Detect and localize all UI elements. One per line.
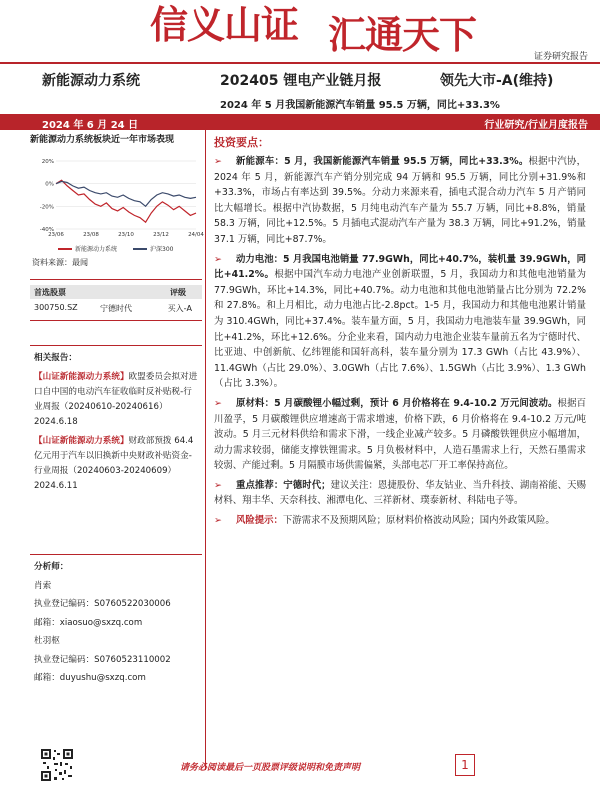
- chart-title: 新能源动力系统板块近一年市场表现: [30, 135, 175, 145]
- related-reports: [34, 351, 200, 494]
- stock-code: 300750.SZ: [34, 303, 78, 312]
- y-tick-label: 20%: [41, 159, 54, 165]
- chart-source: 资料来源：最闻: [32, 258, 88, 267]
- analysts: [34, 558, 200, 688]
- series-line: [56, 180, 196, 222]
- highlight-paragraph: [214, 396, 586, 474]
- analyst-cert: 执业登记编码：S0760523110002: [34, 654, 171, 665]
- table-row: [30, 302, 202, 316]
- highlight-paragraph: [214, 252, 586, 392]
- performance-chart: [30, 148, 204, 272]
- divider: [30, 345, 202, 346]
- highlight-lead: 新能源车：5 月，我国新能源汽车销量 95.5 万辆，同比+33.3%。: [236, 156, 529, 167]
- divider: [30, 320, 202, 321]
- qr-code-icon: [40, 748, 74, 782]
- bullet-arrow-icon: ➢: [214, 479, 222, 491]
- sector-rating: 领先大市-A(维持): [440, 73, 554, 89]
- highlight-lead: 风险提示：: [236, 515, 283, 527]
- stock-rating: 买入-A: [167, 304, 192, 313]
- highlight-paragraph: [214, 513, 586, 529]
- bullet-arrow-icon: ➢: [214, 397, 222, 409]
- disclaimer-note: 请务必阅读最后一页股票评级说明和免责声明: [180, 763, 361, 773]
- highlight-text: 下游需求不及预期风险；原材料价格波动风险；国内外政策风险。: [282, 515, 555, 527]
- x-tick-label: 23/06: [48, 232, 64, 238]
- y-tick-label: -20%: [39, 204, 54, 211]
- report-subtitle: 2024 年 5 月我国新能源汽车销量 95.5 万辆，同比+33.3%: [220, 100, 500, 111]
- bullet-arrow-icon: ➢: [214, 253, 222, 265]
- highlight-text: 建议关注：恩捷股份、华友钴业、当升科技、湖南裕能、天赐材料、翔丰华、天奈科技、湘潭电化、三祥新材、璞泰新材、科陆电子等。: [214, 479, 586, 507]
- bullet-arrow-icon: ➢: [214, 156, 222, 167]
- highlight-paragraph: [214, 478, 586, 509]
- column-divider: [205, 130, 206, 770]
- divider: [30, 279, 202, 280]
- x-tick-label: 23/10: [118, 232, 134, 238]
- report-title: 202405 锂电产业链月报: [220, 73, 382, 89]
- x-tick-label: 23/12: [153, 232, 169, 238]
- related-title: 相关报告：: [34, 353, 77, 363]
- investment-highlights: [214, 134, 586, 529]
- highlight-text: 根据中国汽车动力电池产业创新联盟，5 月，我国动力和其他电池销量为 77.9GWh，环比+14.3%，同比+40.7%。动力电池和其他电池销量占比分别为 72.2%和 27.8%。和上月相比，动力电池占比-2.8pct。1-5 月，我国动力和其他电池累计销量为 310.4GWh，同比+37.4%。装车量方面，5 月，我国动力电池装车量 39.9GWh，同比+41.2%，环比+12.6%。分企业来看，国内动力电池企业装车量前五名为宁德时代、比亚迪、中创新航、亿纬锂能和国轩高科，装车量分别为 17.3 GWh（占比 43.9%）、11.4GWh（占比 29.0%）、3.0GWh（占比 7.6%）、1.5GWh（占比 3.9%）、1.3 GWh（占比 3.3%）。: [214, 269, 586, 390]
- related-text: 财政部预拨 64.4 亿元用于汽车以旧换新中央财政补贴资金-行业周报（20240603-20240609）: [34, 436, 194, 476]
- related-item[interactable]: [34, 370, 200, 415]
- related-text: 欧盟委员会拟对进口自中国的电动汽车征收临时反补贴税-行业周报（20240610-20240616）: [34, 372, 198, 412]
- analyst-name: 肖索: [34, 580, 52, 591]
- sector-name: 新能源动力系统: [42, 73, 140, 89]
- rating-table-header: [30, 285, 202, 299]
- highlights-heading: 投资要点：: [214, 136, 269, 149]
- analyst-cert: 执业登记编码：S0760522030006: [34, 599, 171, 609]
- x-tick-label: 24/04: [188, 232, 204, 238]
- highlight-lead: 动力电池：5 月我国电池销量 77.9GWh，同比+40.7%，装机量 39.9GWh，同比+41.2%。: [214, 253, 586, 281]
- analyst-email[interactable]: 邮箱：xiaosuo@sxzq.com: [34, 617, 143, 628]
- page-number: 1: [455, 754, 475, 776]
- report-date: 2024 年 6 月 24 日: [42, 120, 139, 131]
- company-logo: [150, 0, 480, 57]
- related-tag: 【山证新能源动力系统】: [34, 372, 129, 382]
- highlights-list: [214, 154, 586, 529]
- x-tick-label: 23/08: [83, 232, 99, 238]
- left-sidebar: [30, 130, 204, 683]
- divider: [30, 554, 202, 555]
- highlight-lead: 重点推荐：宁德时代；: [236, 479, 331, 491]
- stock-name: 宁德时代: [100, 304, 132, 313]
- analyst-email[interactable]: 邮箱：duyushu@sxzq.com: [34, 673, 146, 683]
- related-date: 2024.6.18: [34, 417, 78, 427]
- y-tick-label: 0%: [45, 181, 54, 188]
- legend-label: 沪深300: [150, 246, 174, 253]
- title-row: [0, 70, 600, 88]
- related-date: 2024.6.11: [34, 481, 78, 491]
- report-category: 行业研究/行业月度报告: [484, 120, 588, 131]
- bullet-arrow-icon: ➢: [214, 515, 222, 527]
- related-item[interactable]: [34, 434, 200, 479]
- related-tag: 【山证新能源动力系统】: [34, 436, 129, 446]
- rating-header-rating: 评级: [170, 288, 186, 297]
- y-tick-label: -40%: [39, 227, 54, 233]
- legend-label: 新能源动力系统: [75, 246, 118, 253]
- highlight-lead: 原材料：5 月碳酸锂小幅过剩，预计 6 月价格将在 9.4-10.2 万元间波动。: [236, 397, 558, 409]
- research-label: 证券研究报告: [533, 52, 588, 62]
- date-bar: [0, 114, 600, 130]
- analyst-name: 杜羽枢: [34, 636, 60, 646]
- highlight-text: 根据中汽协，2024 年 5 月，新能源汽车产销分别完成 94 万辆和 95.5 万辆，同比分别+31.9%和+33.3%，市场占有率达到 39.5%。分动力来源来看，插电式混合动力汽车 5 月产销同比大幅增长。根据中汽协数据，5 月纯电动汽车产量为 55.7 万辆，同比+8.8%，销量 58.3 万辆，同比+12.5%。5 月插电式混动汽车产量为 38.3 万辆，同比+91.2%，销量 37.1 万辆，同比+87.7%。: [214, 156, 586, 245]
- logo-text-right: 汇通天下: [328, 12, 477, 57]
- analysts-title: 分析师：: [34, 562, 69, 572]
- logo-text-left: 信义山证: [150, 2, 299, 47]
- highlight-paragraph: [214, 154, 586, 248]
- rating-header-stock: 首选股票: [34, 288, 66, 297]
- highlight-text: 根据百川盈孚，5 月碳酸锂供应增速高于需求增速，价格下跌，6 月价格将在 9.4-10.2 万元/吨波动。5 月三元材料供给和需求下滑，一线企业减产较多。5 月磷酸铁锂供应小幅增加，动力需求较弱，储能支撑铁锂需求。5 月负极材料中，人造石墨需求上行，天然石墨需求较弱、产能过剩。5 月隔膜市场供需偏紧，头部电芯厂开工率保持高位。: [214, 397, 586, 472]
- header-divider: [0, 62, 600, 64]
